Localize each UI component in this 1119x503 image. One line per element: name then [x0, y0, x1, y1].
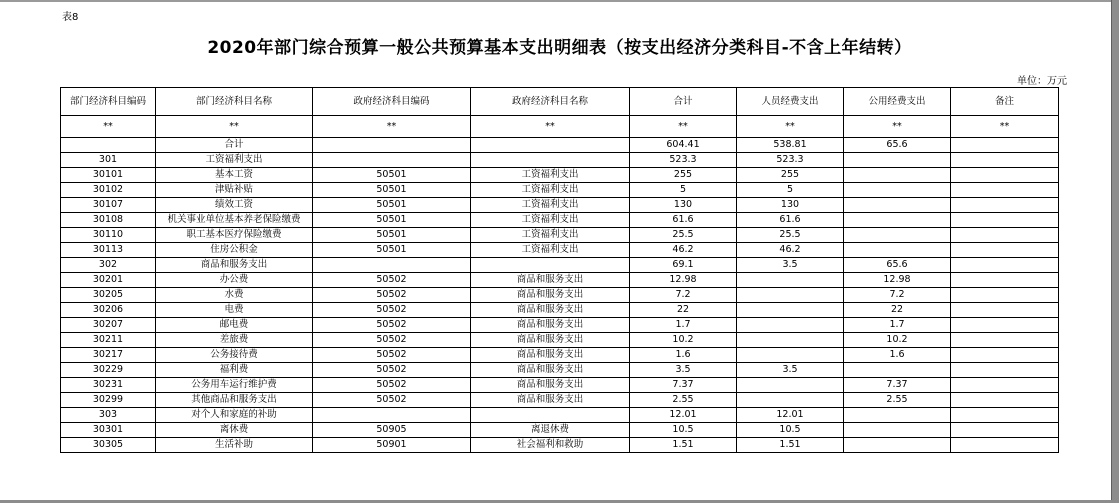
cell-total: 7.37	[630, 378, 737, 393]
cell-gov-code: 50501	[313, 228, 471, 243]
header-dept-name: 部门经济科目名称	[156, 88, 313, 116]
cell-total: 604.41	[630, 138, 737, 153]
cell-note	[951, 168, 1059, 183]
table-row	[61, 393, 1059, 408]
cell-personnel: 10.5	[737, 423, 844, 438]
cell-note	[951, 198, 1059, 213]
cell-public: 65.6	[844, 138, 951, 153]
cell-gov-code	[313, 258, 471, 273]
cell-dept-name: 生活补助	[156, 438, 313, 453]
cell-public: 1.7	[844, 318, 951, 333]
cell-dept-name: 商品和服务支出	[156, 258, 313, 273]
cell-total: 25.5	[630, 228, 737, 243]
cell-gov-code: 50502	[313, 288, 471, 303]
cell-total: 5	[630, 183, 737, 198]
cell-personnel	[737, 333, 844, 348]
cell-gov-name	[471, 408, 630, 423]
cell-dept-name: 水费	[156, 288, 313, 303]
cell-dept-code: 30217	[61, 348, 156, 363]
cell-dept-name: 绩效工资	[156, 198, 313, 213]
cell-gov-code	[313, 408, 471, 423]
table-row	[61, 288, 1059, 303]
table-row	[61, 333, 1059, 348]
table-row	[61, 258, 1059, 273]
cell-gov-name: 离退休费	[471, 423, 630, 438]
cell-personnel: 130	[737, 198, 844, 213]
cell-gov-code: 50501	[313, 198, 471, 213]
cell-gov-code: 50501	[313, 168, 471, 183]
cell-dept-code: 30305	[61, 438, 156, 453]
cell-dept-name: 工资福利支出	[156, 153, 313, 168]
cell-gov-code	[313, 153, 471, 168]
cell-dept-name: 差旅费	[156, 333, 313, 348]
cell-note	[951, 318, 1059, 333]
cell-gov-name	[471, 138, 630, 153]
table-row	[61, 183, 1059, 198]
cell-dept-code: 301	[61, 153, 156, 168]
cell-note	[951, 408, 1059, 423]
cell-public: 10.2	[844, 333, 951, 348]
cell-gov-name: 工资福利支出	[471, 183, 630, 198]
table-row	[61, 228, 1059, 243]
table-row	[61, 363, 1059, 378]
cell-dept-name: 津贴补贴	[156, 183, 313, 198]
cell-public	[844, 363, 951, 378]
cell-dept-name: 邮电费	[156, 318, 313, 333]
cell-total: 255	[630, 168, 737, 183]
cell-dept-code: 30110	[61, 228, 156, 243]
table-row	[61, 213, 1059, 228]
cell-public: 1.6	[844, 348, 951, 363]
table-row	[61, 168, 1059, 183]
cell-note	[951, 213, 1059, 228]
star-row	[61, 116, 1059, 138]
table-row	[61, 273, 1059, 288]
cell-total: 12.98	[630, 273, 737, 288]
cell-personnel	[737, 393, 844, 408]
cell-note	[951, 378, 1059, 393]
cell-dept-name: 公务接待费	[156, 348, 313, 363]
cell-dept-code: 303	[61, 408, 156, 423]
cell-dept-code: 30108	[61, 213, 156, 228]
cell-note	[951, 438, 1059, 453]
cell-public: 7.37	[844, 378, 951, 393]
cell-gov-code: 50502	[313, 318, 471, 333]
cell-dept-name: 职工基本医疗保险缴费	[156, 228, 313, 243]
cell-note	[951, 243, 1059, 258]
vertical-scrollbar[interactable]	[1111, 0, 1119, 503]
cell-total: 46.2	[630, 243, 737, 258]
cell-gov-name: 商品和服务支出	[471, 393, 630, 408]
cell-personnel: 12.01	[737, 408, 844, 423]
cell-total: 69.1	[630, 258, 737, 273]
cell-dept-name: 电费	[156, 303, 313, 318]
cell-dept-code: 302	[61, 258, 156, 273]
cell-personnel: 61.6	[737, 213, 844, 228]
cell-dept-code: 30301	[61, 423, 156, 438]
cell-public: 65.6	[844, 258, 951, 273]
table-row	[61, 153, 1059, 168]
cell-dept-code	[61, 138, 156, 153]
star-cell: **	[471, 116, 630, 138]
cell-personnel: 523.3	[737, 153, 844, 168]
cell-gov-name: 社会福利和救助	[471, 438, 630, 453]
header-row	[61, 88, 1059, 116]
cell-dept-code: 30201	[61, 273, 156, 288]
cell-personnel: 3.5	[737, 258, 844, 273]
cell-total: 22	[630, 303, 737, 318]
cell-gov-name: 工资福利支出	[471, 198, 630, 213]
cell-dept-code: 30299	[61, 393, 156, 408]
cell-gov-name: 商品和服务支出	[471, 318, 630, 333]
cell-dept-code: 30231	[61, 378, 156, 393]
cell-public	[844, 213, 951, 228]
cell-gov-code: 50502	[313, 273, 471, 288]
cell-dept-name: 离休费	[156, 423, 313, 438]
cell-public	[844, 423, 951, 438]
cell-dept-name: 对个人和家庭的补助	[156, 408, 313, 423]
cell-gov-code: 50502	[313, 303, 471, 318]
cell-personnel	[737, 378, 844, 393]
cell-note	[951, 228, 1059, 243]
cell-dept-name: 办公费	[156, 273, 313, 288]
table-row	[61, 423, 1059, 438]
cell-dept-code: 30205	[61, 288, 156, 303]
cell-public	[844, 183, 951, 198]
star-cell: **	[313, 116, 471, 138]
cell-public: 12.98	[844, 273, 951, 288]
cell-gov-code: 50501	[313, 183, 471, 198]
star-cell: **	[61, 116, 156, 138]
cell-personnel	[737, 273, 844, 288]
star-cell: **	[156, 116, 313, 138]
cell-personnel: 3.5	[737, 363, 844, 378]
cell-total: 130	[630, 198, 737, 213]
table-row	[61, 408, 1059, 423]
cell-gov-name: 工资福利支出	[471, 213, 630, 228]
table-row	[61, 348, 1059, 363]
cell-public	[844, 228, 951, 243]
cell-dept-code: 30101	[61, 168, 156, 183]
cell-total: 2.55	[630, 393, 737, 408]
cell-total: 12.01	[630, 408, 737, 423]
cell-note	[951, 393, 1059, 408]
cell-gov-name: 商品和服务支出	[471, 288, 630, 303]
cell-dept-name: 基本工资	[156, 168, 313, 183]
cell-dept-name: 住房公积金	[156, 243, 313, 258]
cell-public	[844, 168, 951, 183]
cell-note	[951, 423, 1059, 438]
cell-gov-name: 商品和服务支出	[471, 378, 630, 393]
cell-gov-code: 50905	[313, 423, 471, 438]
cell-public	[844, 153, 951, 168]
cell-total: 10.5	[630, 423, 737, 438]
cell-dept-name: 机关事业单位基本养老保险缴费	[156, 213, 313, 228]
cell-note	[951, 258, 1059, 273]
window-top-border	[0, 0, 1119, 2]
cell-note	[951, 288, 1059, 303]
table-row	[61, 243, 1059, 258]
cell-gov-code: 50502	[313, 378, 471, 393]
cell-personnel: 538.81	[737, 138, 844, 153]
cell-note	[951, 273, 1059, 288]
cell-gov-code: 50502	[313, 393, 471, 408]
page-title: 2020年部门综合预算一般公共预算基本支出明细表（按支出经济分类科目-不含上年结转）	[207, 38, 912, 58]
cell-note	[951, 348, 1059, 363]
star-cell: **	[630, 116, 737, 138]
cell-public: 7.2	[844, 288, 951, 303]
cell-total: 1.6	[630, 348, 737, 363]
cell-note	[951, 303, 1059, 318]
cell-personnel	[737, 318, 844, 333]
cell-personnel: 46.2	[737, 243, 844, 258]
header-personnel: 人员经费支出	[737, 88, 844, 116]
cell-dept-name: 合计	[156, 138, 313, 153]
cell-gov-code: 50502	[313, 333, 471, 348]
header-note: 备注	[951, 88, 1059, 116]
cell-gov-name: 工资福利支出	[471, 243, 630, 258]
cell-gov-name: 工资福利支出	[471, 228, 630, 243]
cell-personnel: 25.5	[737, 228, 844, 243]
table-row	[61, 438, 1059, 453]
cell-gov-code: 50502	[313, 363, 471, 378]
cell-gov-code	[313, 138, 471, 153]
cell-personnel	[737, 288, 844, 303]
cell-dept-code: 30102	[61, 183, 156, 198]
cell-gov-name: 商品和服务支出	[471, 363, 630, 378]
budget-table	[60, 87, 1059, 453]
cell-dept-code: 30211	[61, 333, 156, 348]
cell-dept-name: 公务用车运行维护费	[156, 378, 313, 393]
cell-gov-name: 商品和服务支出	[471, 303, 630, 318]
cell-dept-code: 30206	[61, 303, 156, 318]
cell-note	[951, 363, 1059, 378]
table-row	[61, 303, 1059, 318]
cell-personnel	[737, 303, 844, 318]
header-total: 合计	[630, 88, 737, 116]
cell-note	[951, 153, 1059, 168]
cell-gov-code: 50901	[313, 438, 471, 453]
cell-personnel	[737, 348, 844, 363]
cell-total: 523.3	[630, 153, 737, 168]
cell-personnel: 1.51	[737, 438, 844, 453]
cell-total: 1.7	[630, 318, 737, 333]
cell-total: 10.2	[630, 333, 737, 348]
cell-total: 7.2	[630, 288, 737, 303]
cell-public	[844, 438, 951, 453]
cell-dept-code: 30113	[61, 243, 156, 258]
cell-public	[844, 243, 951, 258]
cell-gov-name: 商品和服务支出	[471, 333, 630, 348]
table-row	[61, 198, 1059, 213]
cell-public: 2.55	[844, 393, 951, 408]
cell-personnel: 5	[737, 183, 844, 198]
header-gov-name: 政府经济科目名称	[471, 88, 630, 116]
table-row	[61, 138, 1059, 153]
cell-gov-name: 商品和服务支出	[471, 273, 630, 288]
cell-public: 22	[844, 303, 951, 318]
cell-note	[951, 333, 1059, 348]
unit-label: 单位：万元	[1017, 76, 1067, 87]
header-dept-code: 部门经济科目编码	[61, 88, 156, 116]
table-row	[61, 318, 1059, 333]
table-row	[61, 378, 1059, 393]
header-gov-code: 政府经济科目编码	[313, 88, 471, 116]
star-cell: **	[737, 116, 844, 138]
cell-total: 3.5	[630, 363, 737, 378]
cell-gov-name	[471, 258, 630, 273]
cell-note	[951, 183, 1059, 198]
cell-gov-code: 50501	[313, 213, 471, 228]
cell-dept-name: 福利费	[156, 363, 313, 378]
cell-gov-name	[471, 153, 630, 168]
star-cell: **	[951, 116, 1059, 138]
cell-total: 61.6	[630, 213, 737, 228]
header-public: 公用经费支出	[844, 88, 951, 116]
sheet-label: 表8	[62, 12, 79, 23]
cell-dept-code: 30107	[61, 198, 156, 213]
cell-gov-code: 50502	[313, 348, 471, 363]
cell-note	[951, 138, 1059, 153]
cell-dept-name: 其他商品和服务支出	[156, 393, 313, 408]
star-cell: **	[844, 116, 951, 138]
cell-gov-name: 商品和服务支出	[471, 348, 630, 363]
cell-total: 1.51	[630, 438, 737, 453]
cell-personnel: 255	[737, 168, 844, 183]
cell-gov-name: 工资福利支出	[471, 168, 630, 183]
cell-public	[844, 198, 951, 213]
cell-dept-code: 30229	[61, 363, 156, 378]
cell-dept-code: 30207	[61, 318, 156, 333]
cell-gov-code: 50501	[313, 243, 471, 258]
cell-public	[844, 408, 951, 423]
